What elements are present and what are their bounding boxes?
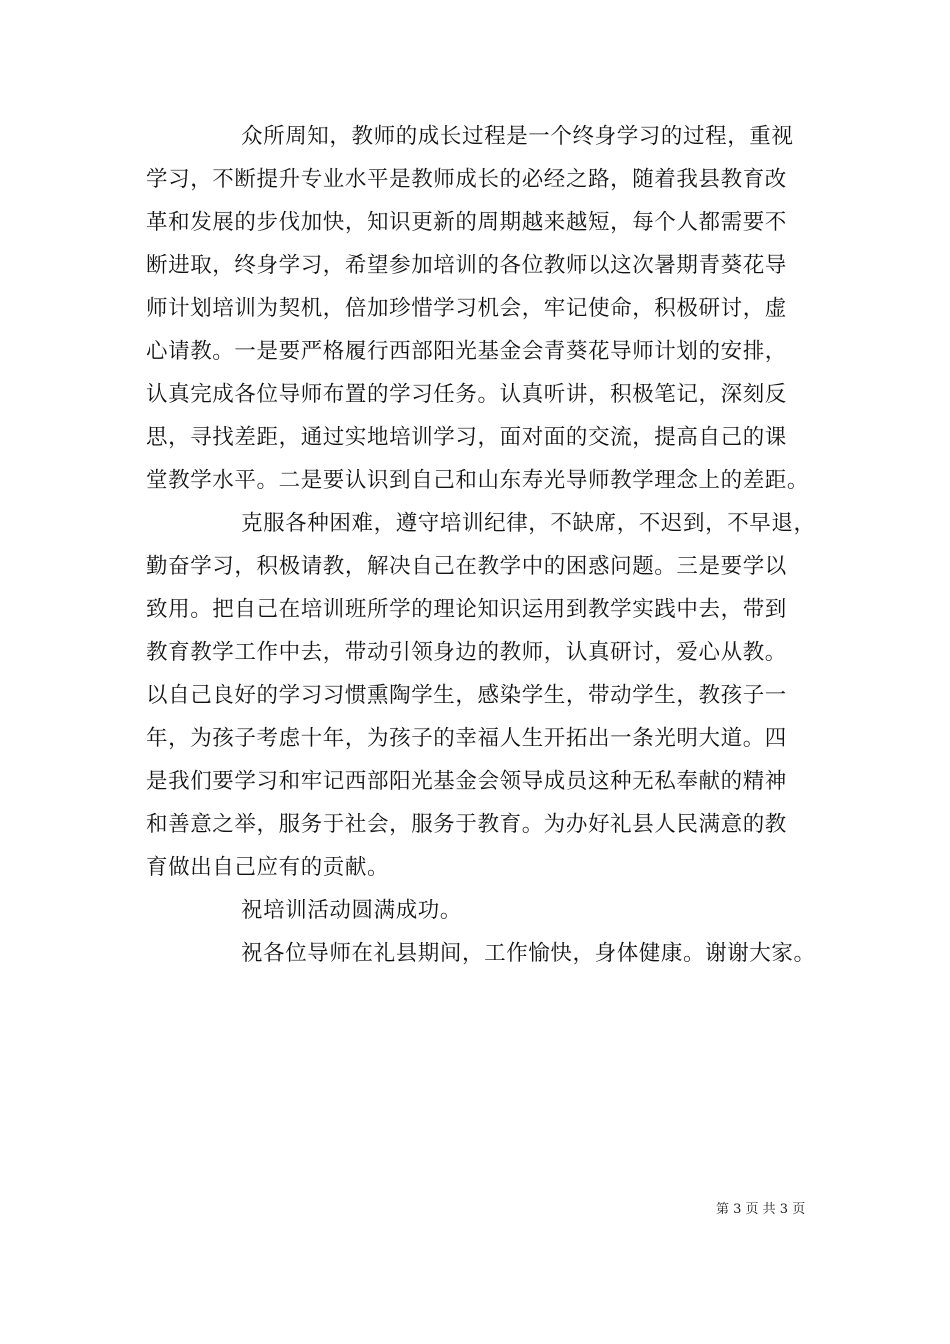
text-line: 师计划培训为契机，倍加珍惜学习机会，牢记使命，积极研讨，虚 [146,296,787,321]
text-line: 致用。把自己在培训班所学的理论知识运用到教学实践中去，带到 [146,597,787,622]
text-line: 堂教学水平。二是要认识到自己和山东寿光导师教学理念上的差距。 [146,468,810,493]
text-line: 学习，不断提升专业水平是教师成长的必经之路，随着我县教育改 [146,167,787,192]
text-line: 和善意之举，服务于社会，服务于教育。为办好礼县人民满意的教 [146,812,787,837]
page-number-footer: 第 3 页 共 3 页 [716,1202,806,1217]
text-line: 勤奋学习，积极请教，解决自己在教学中的困惑问题。三是要学以 [146,554,787,579]
text-line: 祝各位导师在礼县期间，工作愉快，身体健康。谢谢大家。 [241,941,816,966]
text-line: 克服各种困难，遵守培训纪律，不缺席，不迟到，不早退， [241,511,816,536]
text-line: 思，寻找差距，通过实地培训学习，面对面的交流，提高自己的课 [146,425,787,450]
text-line: 年，为孩子考虑十年，为孩子的幸福人生开拓出一条光明大道。四 [146,726,787,751]
text-line: 是我们要学习和牢记西部阳光基金会领导成员这种无私奉献的精神 [146,769,787,794]
body-text [146,115,822,975]
text-line: 断进取，终身学习，希望参加培训的各位教师以这次暑期青葵花导 [146,253,787,278]
text-line: 认真完成各位导师布置的学习任务。认真听讲，积极笔记，深刻反 [146,382,787,407]
text-line: 众所周知，教师的成长过程是一个终身学习的过程，重视 [241,124,794,149]
text-line: 祝培训活动圆满成功。 [241,898,463,923]
text-line: 以自己良好的学习习惯熏陶学生，感染学生，带动学生，教孩子一 [146,683,787,708]
text-line: 心请教。一是要严格履行西部阳光基金会青葵花导师计划的安排， [146,339,787,364]
text-line: 革和发展的步伐加快，知识更新的周期越来越短，每个人都需要不 [146,210,787,235]
text-line: 育做出自己应有的贡献。 [146,855,390,880]
text-line: 教育教学工作中去，带动引领身边的教师，认真研讨，爱心从教。 [146,640,787,665]
